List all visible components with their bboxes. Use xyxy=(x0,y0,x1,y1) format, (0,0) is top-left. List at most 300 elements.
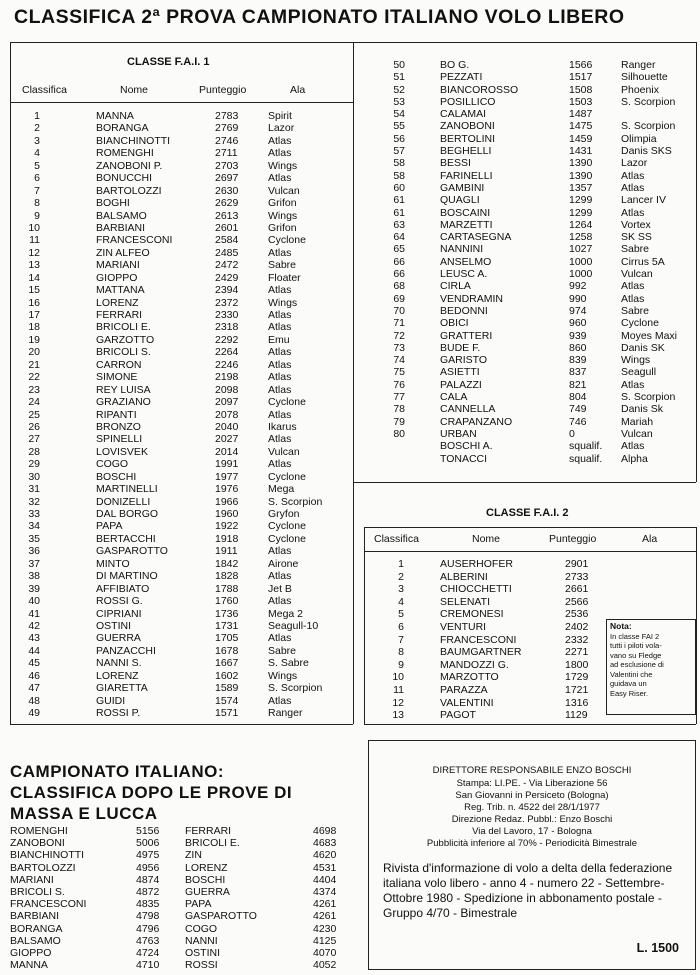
table-row xyxy=(10,371,353,383)
wing-cell: Mariah xyxy=(621,415,654,428)
rank-cell: 19 xyxy=(28,333,40,346)
pilot-points: 4531 xyxy=(313,861,337,874)
rank-cell: 9 xyxy=(398,658,404,671)
pilot-points: 4261 xyxy=(313,910,337,923)
pilot-points: 4620 xyxy=(313,849,337,862)
wing-cell: Olimpia xyxy=(621,132,657,145)
name-cell: SELENATI xyxy=(440,595,490,608)
name-cell: BOSCHI A. xyxy=(440,440,493,453)
rank-cell: 68 xyxy=(393,280,405,293)
table-row xyxy=(353,219,696,231)
pilot-points: 5006 xyxy=(136,837,160,850)
rank-cell: 4 xyxy=(34,147,40,160)
pilot-name: LORENZ xyxy=(185,861,228,874)
name-cell: AUSERHOFER xyxy=(440,558,513,570)
points-cell: 1129 xyxy=(565,709,588,722)
rank-cell: 77 xyxy=(393,391,405,404)
rank-cell: 40 xyxy=(28,595,40,608)
page-title: CLASSIFICA 2ª PROVA CAMPIONATO ITALIANO VOLO LIBERO xyxy=(14,6,625,28)
table-row xyxy=(10,695,353,707)
note-line: ad esclusione di xyxy=(610,660,664,669)
table-row xyxy=(10,272,353,284)
points-cell: 1316 xyxy=(565,696,589,709)
rank-cell: 73 xyxy=(393,341,405,354)
table-row xyxy=(353,379,696,391)
rank-cell: 29 xyxy=(28,458,40,471)
name-cell: GRATTERI xyxy=(440,329,493,342)
name-cell: FRANCESCONI xyxy=(440,633,517,646)
table-row xyxy=(10,210,353,222)
points-cell: 2630 xyxy=(215,184,239,197)
note-line: Valentini che xyxy=(610,669,653,679)
wing-cell: Wings xyxy=(268,669,298,682)
wing-cell: Alpha xyxy=(621,452,648,465)
pilot-points: 4070 xyxy=(313,946,337,959)
points-cell: 1922 xyxy=(215,520,239,533)
points-cell: squalif. xyxy=(569,452,603,465)
name-cell: CHIOCCHETTI xyxy=(440,583,512,596)
name-cell: PEZZATI xyxy=(440,71,483,84)
wing-cell: Cyclone xyxy=(268,396,306,409)
points-cell: 1991 xyxy=(215,458,239,471)
fai1-table-right xyxy=(353,59,696,465)
pilot-points: 4261 xyxy=(313,898,337,911)
table-row xyxy=(10,135,353,147)
name-cell: VENTURI xyxy=(440,620,487,633)
rank-cell: 75 xyxy=(393,366,405,379)
points-cell: 2733 xyxy=(565,570,589,583)
rank-cell: 2 xyxy=(398,570,404,583)
points-cell: 2402 xyxy=(565,620,589,633)
pilot-name: ROSSI xyxy=(185,959,218,972)
wing-cell: Seagull-10 xyxy=(268,619,319,632)
pilot-name: NANNI xyxy=(185,934,218,947)
pilot-name: COGO xyxy=(185,922,218,935)
pilot-name: PAPA xyxy=(185,898,212,911)
rank-cell: 27 xyxy=(28,433,40,446)
rank-cell: 18 xyxy=(28,321,40,334)
pilot-points: 4763 xyxy=(136,934,160,947)
rank-cell: 55 xyxy=(393,120,405,133)
wing-cell: Danis SKS xyxy=(621,145,672,158)
rank-cell: 13 xyxy=(392,709,404,722)
points-cell: 2027 xyxy=(215,433,239,446)
table-row xyxy=(10,110,353,122)
note-title: Nota: xyxy=(610,621,632,631)
table-row xyxy=(10,620,353,632)
points-cell: 2429 xyxy=(215,271,239,284)
table-row xyxy=(10,259,353,271)
table-row xyxy=(10,421,353,433)
pilot-name: BORANGA xyxy=(10,922,63,935)
points-cell: 1760 xyxy=(215,595,239,608)
pilot-name: FRANCESCONI xyxy=(10,898,87,911)
wing-cell: Atlas xyxy=(268,632,292,645)
rank-cell: 33 xyxy=(28,508,40,520)
points-cell: 2292 xyxy=(215,333,239,346)
table-row xyxy=(10,583,353,595)
wing-cell: Cyclone xyxy=(621,317,659,330)
name-cell: CARTASEGNA xyxy=(440,231,512,244)
table-row xyxy=(10,222,353,234)
points-cell: 2661 xyxy=(565,583,589,596)
points-cell: 1918 xyxy=(215,532,239,545)
wing-cell: SK SS xyxy=(621,231,652,244)
pilot-name: MARIANI xyxy=(10,873,54,886)
note-line: Easy Riser. xyxy=(610,688,648,698)
wing-cell: Jet B xyxy=(268,582,292,595)
wing-cell: Lazor xyxy=(621,157,648,170)
name-cell: PAPA xyxy=(96,520,123,533)
fai1-table-left xyxy=(10,110,353,719)
rank-cell: 2 xyxy=(34,122,40,135)
name-cell: BOSCAINI xyxy=(440,206,491,219)
wing-cell: Vulcan xyxy=(621,427,653,440)
name-cell: SPINELLI xyxy=(96,433,143,446)
wing-cell: Atlas xyxy=(621,440,645,453)
name-cell: SIMONE xyxy=(96,371,138,384)
name-cell: NANNI S. xyxy=(96,657,142,670)
points-cell: 2040 xyxy=(215,420,239,433)
name-cell: ROSSI P. xyxy=(96,707,141,719)
table-row xyxy=(10,595,353,607)
pilot-name: GUERRA xyxy=(185,885,230,898)
rank-cell: 17 xyxy=(28,309,40,321)
pilot-points: 4052 xyxy=(313,959,337,972)
wing-cell: Cyclone xyxy=(268,520,306,533)
rank-cell: 79 xyxy=(393,415,405,428)
table-row xyxy=(353,305,696,317)
campionato-title-line-3: MASSA E LUCCA xyxy=(10,804,158,823)
name-cell: BUDE F. xyxy=(440,341,481,354)
wing-cell: Spirit xyxy=(268,110,292,122)
name-cell: ROMENGHI xyxy=(96,147,154,160)
name-cell: BORANGA xyxy=(96,122,149,135)
wing-cell: Lazor xyxy=(268,122,295,135)
points-cell: 1574 xyxy=(215,694,239,707)
table-row xyxy=(353,84,696,96)
name-cell: BERTOLINI xyxy=(440,132,496,145)
pilot-points: 4956 xyxy=(136,861,160,874)
table-row xyxy=(353,231,696,243)
wing-cell: Danis Sk xyxy=(621,403,664,416)
points-cell: 749 xyxy=(569,403,587,416)
rank-cell: 23 xyxy=(28,383,40,396)
standing-row xyxy=(10,862,180,874)
table-row xyxy=(10,483,353,495)
points-cell: 960 xyxy=(569,317,587,330)
wing-cell: S. Scorpion xyxy=(621,120,676,133)
name-cell: BARTOLOZZI xyxy=(96,184,162,197)
wing-cell: Atlas xyxy=(268,321,292,334)
name-cell: MARIANI xyxy=(96,259,140,272)
wing-cell: S. Scorpion xyxy=(621,391,676,404)
rank-cell: 74 xyxy=(393,354,405,367)
rank-cell: 5 xyxy=(34,159,40,172)
points-cell: 2485 xyxy=(215,246,239,259)
points-cell: 990 xyxy=(569,292,587,305)
name-cell: AFFIBIATO xyxy=(96,582,150,595)
points-cell: 2901 xyxy=(565,558,589,570)
rank-cell: 6 xyxy=(398,620,404,633)
fai1-header-wing: Ala xyxy=(290,84,306,96)
wing-cell: Atlas xyxy=(268,694,292,707)
wing-cell: Sabre xyxy=(621,243,650,256)
table-row xyxy=(10,197,353,209)
name-cell: MARTINELLI xyxy=(96,483,158,496)
name-cell: MARZETTI xyxy=(440,218,493,231)
imprint-line-3: San Giovanni in Persiceto (Bologna) xyxy=(455,790,609,801)
wing-cell: Moyes Maxi xyxy=(621,329,678,342)
standing-row xyxy=(185,959,357,971)
wing-cell: Sabre xyxy=(621,304,650,317)
fai1-header-name: Nome xyxy=(120,84,149,96)
table-row xyxy=(353,182,696,194)
fai2-header-rule xyxy=(364,551,696,552)
points-cell: 2703 xyxy=(215,159,239,172)
name-cell: CIPRIANI xyxy=(96,607,142,620)
name-cell: BARBIANI xyxy=(96,221,146,234)
table-row xyxy=(10,185,353,197)
table-row xyxy=(353,133,696,145)
rank-cell: 11 xyxy=(29,234,40,247)
standing-row xyxy=(10,947,180,959)
wing-cell: Atlas xyxy=(268,346,292,359)
table-row xyxy=(353,330,696,342)
rank-cell: 64 xyxy=(393,231,405,244)
note-line: In classe FAI 2 xyxy=(610,631,660,641)
fai2-right-rule xyxy=(696,527,697,724)
wing-cell: Danis SK xyxy=(621,341,665,354)
points-cell: 1299 xyxy=(569,206,593,219)
points-cell: 2318 xyxy=(215,321,239,334)
table-row xyxy=(10,670,353,682)
points-cell: 1258 xyxy=(569,231,593,244)
standing-row xyxy=(185,923,357,935)
note-text xyxy=(610,632,692,699)
points-cell: 1800 xyxy=(565,658,589,671)
points-cell: 1911 xyxy=(215,545,238,558)
table-row xyxy=(353,293,696,305)
rank-cell: 32 xyxy=(28,495,40,508)
points-cell: 2330 xyxy=(215,309,239,321)
wing-cell: Floater xyxy=(268,271,301,284)
table-row xyxy=(10,632,353,644)
points-cell: 1731 xyxy=(215,619,239,632)
pilot-name: BOSCHI xyxy=(185,873,226,886)
standing-row xyxy=(185,862,357,874)
points-cell: 821 xyxy=(569,378,587,391)
name-cell: BEDONNI xyxy=(440,304,488,317)
pilot-points: 4874 xyxy=(136,873,160,886)
pilot-name: BALSAMO xyxy=(10,934,61,947)
rank-cell: 63 xyxy=(393,218,405,231)
table-row xyxy=(10,433,353,445)
standing-row xyxy=(185,910,357,922)
rank-cell: 72 xyxy=(393,329,405,342)
rank-cell: 10 xyxy=(392,671,404,684)
pilot-name: ZANOBONI xyxy=(10,837,65,850)
points-cell: 2613 xyxy=(215,209,239,222)
points-cell: 2372 xyxy=(215,296,239,309)
table-row xyxy=(10,309,353,321)
name-cell: REY LUISA xyxy=(96,383,151,396)
rank-cell: 12 xyxy=(392,696,404,709)
name-cell: CARRON xyxy=(96,358,142,371)
standing-row xyxy=(185,825,357,837)
table-row xyxy=(353,440,696,452)
rank-cell: 60 xyxy=(393,181,405,194)
name-cell: BOSCHI xyxy=(96,470,137,483)
standing-row xyxy=(185,874,357,886)
pilot-name: OSTINI xyxy=(185,946,221,959)
fai1-header-points: Punteggio xyxy=(199,84,247,96)
wing-cell: Atlas xyxy=(268,408,292,421)
points-cell: 2536 xyxy=(565,608,589,621)
imprint-line-5: Direzione Redaz. Pubbl.: Enzo Boschi xyxy=(451,814,613,825)
imprint-line-1: DIRETTORE RESPONSABILE ENZO BOSCHI xyxy=(432,765,632,776)
rank-cell: 1 xyxy=(398,558,404,570)
pilot-points: 4872 xyxy=(136,885,160,898)
rank-cell: 7 xyxy=(34,184,40,197)
name-cell: BRICOLI S. xyxy=(96,346,151,359)
wing-cell: S. Scorpion xyxy=(268,682,323,695)
rank-cell: 51 xyxy=(393,71,405,84)
name-cell: CANNELLA xyxy=(440,403,496,416)
points-cell: 1729 xyxy=(565,671,589,684)
name-cell: MANNA xyxy=(96,110,134,122)
standing-row xyxy=(10,935,180,947)
rank-cell: 70 xyxy=(393,304,405,317)
points-cell: 1431 xyxy=(569,145,593,158)
name-cell: GUERRA xyxy=(96,632,141,645)
pilot-points: 4798 xyxy=(136,910,160,923)
table-row xyxy=(353,71,696,83)
wing-cell: Ikarus xyxy=(268,420,297,433)
fai1-header-rank: Classifica xyxy=(22,84,67,96)
rank-cell: 43 xyxy=(28,632,40,645)
wing-cell: Atlas xyxy=(268,545,292,558)
table-row xyxy=(10,409,353,421)
name-cell: GARISTO xyxy=(440,354,488,367)
pilot-name: MANNA xyxy=(10,959,48,972)
wing-cell: Vortex xyxy=(621,218,651,231)
name-cell: CREMONESI xyxy=(440,608,504,621)
name-cell: PALAZZI xyxy=(440,378,482,391)
imprint-line-4: Reg. Trib. n. 4522 del 28/1/1977 xyxy=(464,802,600,813)
rank-cell: 11 xyxy=(393,683,404,696)
table-row xyxy=(353,268,696,280)
rank-cell: 61 xyxy=(393,194,405,207)
points-cell: 837 xyxy=(569,366,587,379)
name-cell: CRAPANZANO xyxy=(440,415,513,428)
standing-row xyxy=(10,874,180,886)
rank-cell: 13 xyxy=(28,259,40,272)
points-cell: 2769 xyxy=(215,122,239,135)
rank-cell: 36 xyxy=(28,545,40,558)
table-row xyxy=(10,446,353,458)
imprint-box xyxy=(368,740,696,970)
name-cell: CALAMAI xyxy=(440,108,487,121)
pilot-points: 4710 xyxy=(136,959,160,972)
points-cell: 992 xyxy=(569,280,587,293)
points-cell: 1571 xyxy=(215,707,239,719)
imprint-line-6: Via del Lavoro, 17 - Bologna xyxy=(472,826,592,837)
pilot-name: BARTOLOZZI xyxy=(10,861,76,874)
points-cell: 2271 xyxy=(565,646,589,659)
points-cell: 1966 xyxy=(215,495,239,508)
pilot-points: 4374 xyxy=(313,885,337,898)
rank-cell: 15 xyxy=(28,284,40,297)
pilot-points: 4125 xyxy=(313,934,337,947)
points-cell: 0 xyxy=(569,427,575,440)
name-cell: DAL BORGO xyxy=(96,508,159,520)
table-row xyxy=(353,453,696,465)
standing-row xyxy=(10,959,180,971)
rank-cell: 50 xyxy=(393,59,405,71)
table-row xyxy=(10,545,353,557)
fai1-bottom-rule xyxy=(10,724,353,725)
wing-cell: Sabre xyxy=(268,259,297,272)
table-row xyxy=(10,234,353,246)
name-cell: ALBERINI xyxy=(440,570,488,583)
name-cell: BAUMGARTNER xyxy=(440,646,522,659)
price: L. 1500 xyxy=(636,941,679,955)
name-cell: LORENZ xyxy=(96,296,139,309)
pilot-points: 4683 xyxy=(313,837,337,850)
rank-cell: 7 xyxy=(398,633,404,646)
wing-cell: Sabre xyxy=(268,644,297,657)
points-cell: 2566 xyxy=(565,595,589,608)
rank-cell: 61 xyxy=(393,206,405,219)
wing-cell: Atlas xyxy=(621,292,645,305)
wing-cell: Atlas xyxy=(268,309,292,321)
wing-cell: Vulcan xyxy=(268,445,300,458)
fai2-header-rank: Classifica xyxy=(374,533,419,545)
wing-cell: Phoenix xyxy=(621,83,659,96)
points-cell: 2584 xyxy=(215,234,239,247)
rank-cell: 56 xyxy=(393,132,405,145)
name-cell: GAMBINI xyxy=(440,181,485,194)
fai2-top-rule xyxy=(364,527,696,528)
points-cell: 746 xyxy=(569,415,587,428)
name-cell: PARAZZA xyxy=(440,683,488,696)
pilot-points: 4796 xyxy=(136,922,160,935)
table-row xyxy=(10,147,353,159)
name-cell: BO G. xyxy=(440,59,470,71)
name-cell: ZANOBONI P. xyxy=(96,159,163,172)
points-cell: 2783 xyxy=(215,110,239,122)
rank-cell: 58 xyxy=(393,157,405,170)
wing-cell: Atlas xyxy=(621,280,645,293)
wing-cell: S. Scorpion xyxy=(268,495,323,508)
table-row xyxy=(353,366,696,378)
points-cell: 1602 xyxy=(215,669,239,682)
wing-cell: Atlas xyxy=(268,595,292,608)
standing-row xyxy=(185,886,357,898)
table-row xyxy=(353,108,696,120)
points-cell: 804 xyxy=(569,391,587,404)
rank-cell: 45 xyxy=(28,657,40,670)
wing-cell: Wings xyxy=(268,209,298,222)
name-cell: ZANOBONI xyxy=(440,120,495,133)
points-cell: 1721 xyxy=(565,683,589,696)
wing-cell: Atlas xyxy=(621,181,645,194)
standing-row xyxy=(10,849,180,861)
table-row xyxy=(353,96,696,108)
wing-cell: Atlas xyxy=(268,134,292,147)
wing-cell: Wings xyxy=(621,354,651,367)
